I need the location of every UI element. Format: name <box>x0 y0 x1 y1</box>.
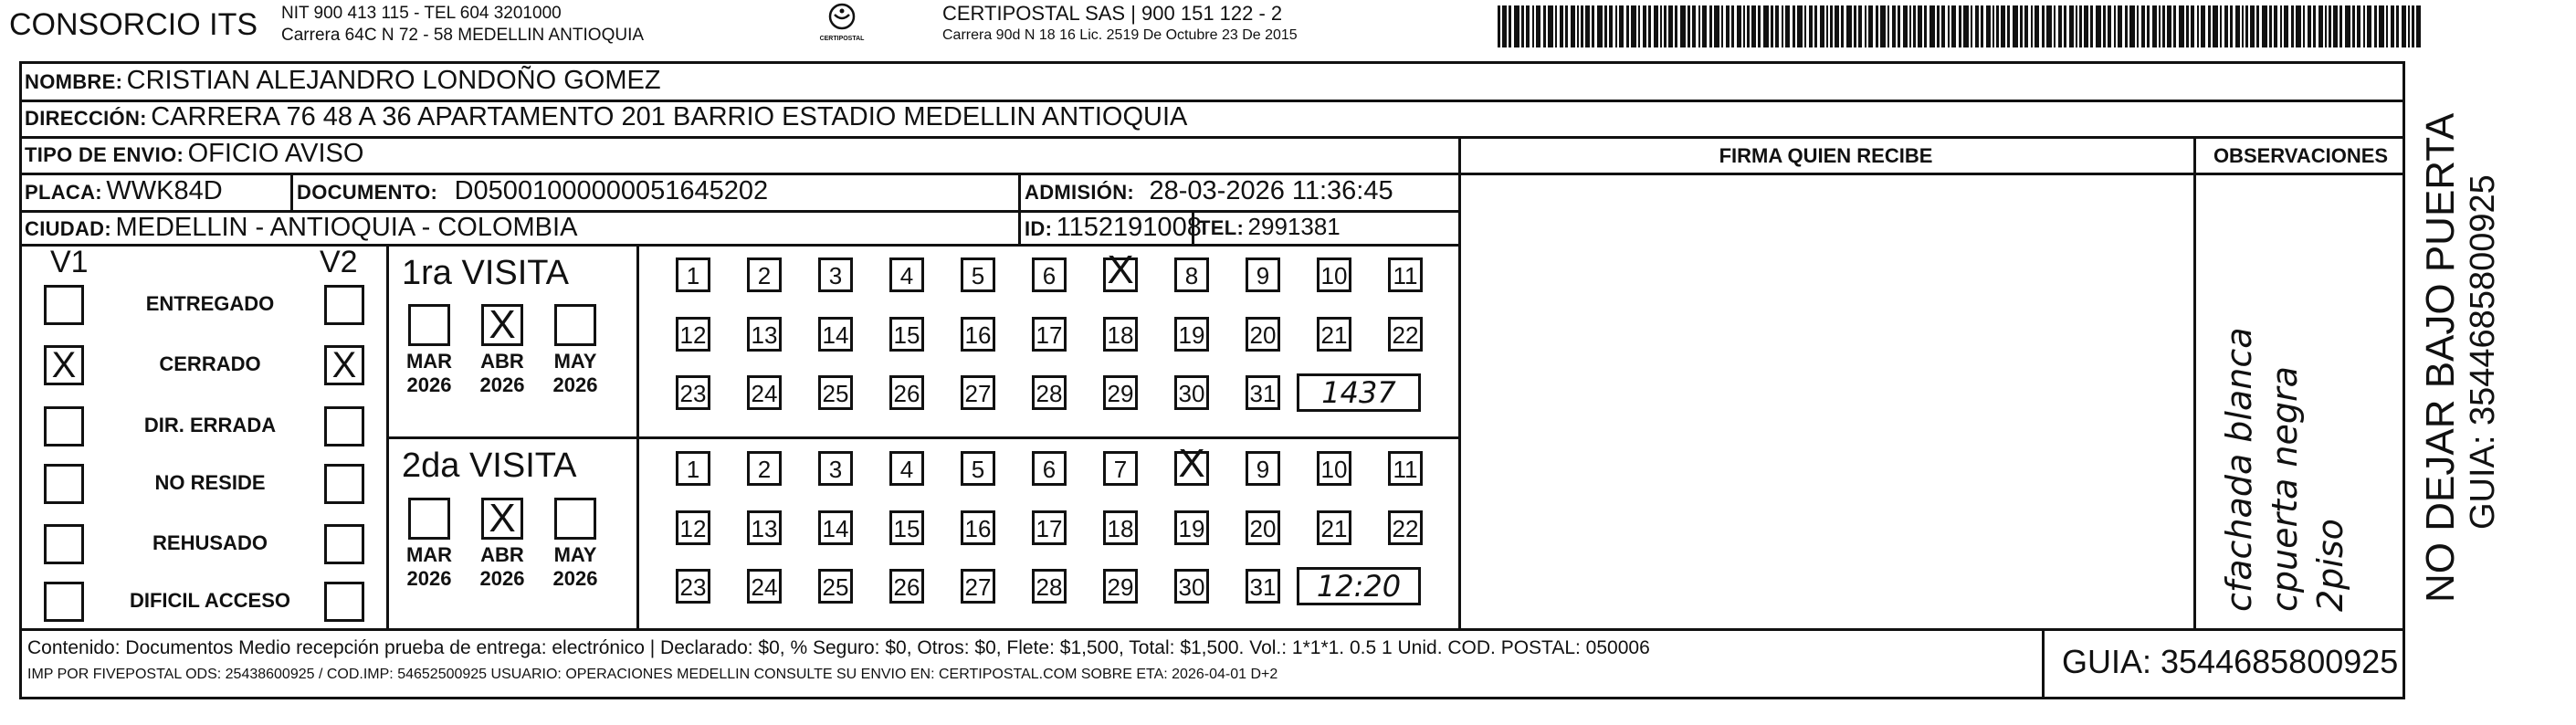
first-visit-day-box[interactable]: 11 <box>1388 257 1423 292</box>
second-visit-month-checkbox[interactable] <box>554 498 596 540</box>
first-visit-day-box[interactable]: 13 <box>747 317 782 352</box>
v2-checkbox[interactable] <box>324 582 364 622</box>
second-visit-day-box[interactable]: 13 <box>747 510 782 545</box>
first-visit-day-box[interactable]: 3 <box>818 257 853 292</box>
second-visit-day-box[interactable]: 29 <box>1103 569 1138 604</box>
second-visit-title: 2da VISITA <box>402 447 577 485</box>
v2-mark: X <box>331 345 357 385</box>
first-visit-month-checkbox[interactable] <box>408 304 450 346</box>
first-visit-day-box[interactable]: 4 <box>889 257 924 292</box>
second-visit-day-box[interactable]: 23 <box>676 569 710 604</box>
first-visit-year-label: 2026 <box>552 373 598 396</box>
second-visit-month-mark: X <box>489 496 516 541</box>
first-visit-day-box[interactable]: 24 <box>747 375 782 410</box>
footer-contenido: Contenido: Documentos Medio recepción prueba de entrega: electrónico | Declarado: $0, % Seguro: $0, Otros: $0, Flete: $1,500, Total: $1,500. Vol.: 1*1*1. 0.5 1 Unid. COD. POSTAL: 050006 <box>27 637 1650 658</box>
second-visit-time-box[interactable]: 12:20 <box>1297 567 1421 605</box>
first-visit-time-box[interactable]: 1437 <box>1297 373 1421 412</box>
v2-checkbox[interactable] <box>324 345 364 385</box>
v1-checkbox[interactable] <box>44 582 84 622</box>
second-visit-day-box[interactable]: 25 <box>818 569 853 604</box>
obs-line-1: cfachada blanca <box>2219 327 2259 612</box>
second-visit-day-box[interactable] <box>1174 441 1209 486</box>
v1-header: V1 <box>50 245 89 279</box>
status-label: CERRADO <box>159 352 261 375</box>
documento-label: DOCUMENTO: <box>297 181 438 204</box>
status-label: NO RESIDE <box>154 471 266 494</box>
certipostal-info-1: CERTIPOSTAL SAS | 900 151 122 - 2 <box>942 2 1283 25</box>
second-visit-day-box[interactable]: 3 <box>818 451 853 486</box>
v1-mark: X <box>51 345 77 385</box>
first-visit-day-box[interactable]: 9 <box>1246 257 1280 292</box>
status-label: REHUSADO <box>152 531 268 554</box>
second-visit-day-box[interactable]: 6 <box>1032 451 1067 486</box>
first-visit-month-mark: X <box>489 302 516 347</box>
documento-field <box>297 176 768 206</box>
second-visit-day-box[interactable]: 11 <box>1388 451 1423 486</box>
first-visit-day-box[interactable]: 1 <box>676 257 710 292</box>
first-visit-day-box[interactable]: 20 <box>1246 317 1280 352</box>
documento-value: D05001000000051645202 <box>454 176 769 205</box>
certipostal-info-2: Carrera 90d N 18 16 Lic. 2519 De Octubre 23 De 2015 <box>942 27 1298 43</box>
obs-line-3: 2piso <box>2310 519 2350 612</box>
second-visit-day-box[interactable]: 19 <box>1174 510 1209 545</box>
second-visit-month-label: MAY <box>553 543 597 566</box>
footer-imp: IMP POR FIVEPOSTAL ODS: 25438600925 / COD.IMP: 54652500925 USUARIO: OPERACIONES MEDELLIN CONSULTE SU ENVIO EN: CERTIPOSTAL.COM SOBRE ETA: 2026-04-01 D+2 <box>27 667 1278 682</box>
first-visit-title: 1ra VISITA <box>402 254 570 292</box>
ciudad-field <box>25 213 577 243</box>
barcode <box>1498 5 2429 47</box>
v2-checkbox[interactable] <box>324 524 364 564</box>
id-label: ID: <box>1025 217 1053 240</box>
admision-field <box>1025 176 1393 206</box>
second-visit-day-box[interactable]: 9 <box>1246 451 1280 486</box>
first-visit-day-box[interactable]: 25 <box>818 375 853 410</box>
first-visit-day-box[interactable]: 29 <box>1103 375 1138 410</box>
first-visit-day-box[interactable]: 18 <box>1103 317 1138 352</box>
direccion-field <box>25 102 1187 132</box>
second-visit-year-label: 2026 <box>479 567 525 590</box>
second-visit-month-checkbox[interactable] <box>481 498 523 540</box>
second-visit-day-box[interactable]: 18 <box>1103 510 1138 545</box>
second-visit-day-box[interactable]: 1 <box>676 451 710 486</box>
second-visit-day-box[interactable]: 15 <box>889 510 924 545</box>
observaciones-notes <box>2201 183 2402 625</box>
observaciones-header: OBSERVACIONES <box>2213 144 2389 167</box>
tipo-envio-value: OFICIO AVISO <box>187 139 364 168</box>
first-visit-day-box[interactable]: 8 <box>1174 257 1209 292</box>
first-visit-day-box[interactable]: 19 <box>1174 317 1209 352</box>
v1-checkbox[interactable] <box>44 524 84 564</box>
first-visit-month-label: ABR <box>480 350 524 373</box>
first-visit-day-box[interactable]: 14 <box>818 317 853 352</box>
placa-field <box>25 176 223 206</box>
first-visit-day-box[interactable]: 27 <box>961 375 995 410</box>
firma-header: FIRMA QUIEN RECIBE <box>1719 144 1933 167</box>
id-field <box>1025 213 1202 243</box>
first-visit-day-box[interactable]: 22 <box>1388 317 1423 352</box>
status-label: DIR. ERRADA <box>143 414 277 436</box>
first-visit-month-checkbox[interactable] <box>554 304 596 346</box>
second-visit-month-label: ABR <box>480 543 524 566</box>
tel-field <box>1198 213 1341 241</box>
direccion-value: CARRERA 76 48 A 36 APARTAMENTO 201 BARRIO ESTADIO MEDELLIN ANTIOQUIA <box>151 102 1188 131</box>
second-visit-day-box[interactable]: 10 <box>1317 451 1351 486</box>
placa-label: PLACA: <box>25 181 102 204</box>
second-visit-day-box[interactable]: 21 <box>1317 510 1351 545</box>
second-visit-day-box[interactable]: 2 <box>747 451 782 486</box>
placa-value: WWK84D <box>106 176 223 205</box>
logo-text: CERTIPOSTAL <box>819 36 865 42</box>
v2-header: V2 <box>320 245 358 279</box>
second-visit-day-box[interactable]: 20 <box>1246 510 1280 545</box>
second-visit-day-box[interactable]: 4 <box>889 451 924 486</box>
v1-checkbox[interactable] <box>44 345 84 385</box>
first-visit-day-box[interactable]: 12 <box>676 317 710 352</box>
first-visit-day-box[interactable]: 21 <box>1317 317 1351 352</box>
first-visit-day-box[interactable]: 17 <box>1032 317 1067 352</box>
second-visit-day-box[interactable]: 12 <box>676 510 710 545</box>
first-visit-day-box[interactable]: 23 <box>676 375 710 410</box>
v2-checkbox[interactable] <box>324 285 364 325</box>
first-visit-day-box[interactable]: 28 <box>1032 375 1067 410</box>
second-visit-day-box[interactable]: 22 <box>1388 510 1423 545</box>
admision-label: ADMISIÓN: <box>1025 181 1135 204</box>
first-visit-day-box[interactable]: 26 <box>889 375 924 410</box>
second-visit-day-box[interactable]: 30 <box>1174 569 1209 604</box>
ciudad-value: MEDELLIN - ANTIOQUIA - COLOMBIA <box>115 213 578 242</box>
second-visit-day-box[interactable]: 5 <box>961 451 995 486</box>
first-visit-month-label: MAR <box>405 350 453 373</box>
tipo-envio-field <box>25 139 363 169</box>
second-visit-month-label: MAR <box>405 543 453 566</box>
status-label: ENTREGADO <box>145 292 275 315</box>
second-visit-day-box[interactable]: 17 <box>1032 510 1067 545</box>
first-visit-month-label: MAY <box>553 350 597 373</box>
side-guia: GUIA: 3544685800925 <box>2464 174 2502 530</box>
company-info-1: NIT 900 413 115 - TEL 604 3201000 <box>281 4 562 23</box>
nombre-value: CRISTIAN ALEJANDRO LONDOÑO GOMEZ <box>126 66 661 95</box>
second-visit-day-box[interactable]: 7 <box>1103 451 1138 486</box>
company-info-2: Carrera 64C N 72 - 58 MEDELLIN ANTIOQUIA <box>281 26 645 45</box>
first-visit-day-box[interactable]: 30 <box>1174 375 1209 410</box>
certipostal-logo <box>815 2 869 47</box>
first-visit-day-box[interactable]: 2 <box>747 257 782 292</box>
first-visit-month-checkbox[interactable] <box>481 304 523 346</box>
nombre-label: NOMBRE: <box>25 70 123 93</box>
v1-checkbox[interactable] <box>44 285 84 325</box>
nombre-field <box>25 66 661 96</box>
obs-line-2: cpuerta negra <box>2265 366 2305 612</box>
second-visit-day-box[interactable]: 28 <box>1032 569 1067 604</box>
first-visit-day-box[interactable]: 15 <box>889 317 924 352</box>
status-label: DIFICIL ACCESO <box>129 589 290 612</box>
tipo-envio-label: TIPO DE ENVIO: <box>25 143 184 166</box>
second-visit-day-mark: X <box>1178 441 1205 486</box>
company-name: CONSORCIO ITS <box>9 7 258 42</box>
direccion-label: DIRECCIÓN: <box>25 107 147 130</box>
first-visit-day-box[interactable] <box>1103 247 1138 292</box>
second-visit-month-checkbox[interactable] <box>408 498 450 540</box>
first-visit-day-box[interactable]: 10 <box>1317 257 1351 292</box>
v1-checkbox[interactable] <box>44 464 84 504</box>
side-warning: NO DEJAR BAJO PUERTA <box>2418 112 2463 603</box>
second-visit-day-box[interactable]: 24 <box>747 569 782 604</box>
certipostal-logo-icon <box>824 2 860 31</box>
ciudad-label: CIUDAD: <box>25 217 111 240</box>
second-visit-day-box[interactable]: 26 <box>889 569 924 604</box>
v1-checkbox[interactable] <box>44 406 84 447</box>
v2-checkbox[interactable] <box>324 406 364 447</box>
footer-guia: GUIA: 3544685800925 <box>2062 643 2399 680</box>
admision-value: 28-03-2026 11:36:45 <box>1149 176 1393 205</box>
second-visit-day-box[interactable]: 27 <box>961 569 995 604</box>
tel-label: TEL: <box>1198 216 1245 239</box>
second-visit-day-box[interactable]: 16 <box>961 510 995 545</box>
second-visit-day-box[interactable]: 14 <box>818 510 853 545</box>
second-visit-year-label: 2026 <box>406 567 452 590</box>
second-visit-day-box[interactable]: 31 <box>1246 569 1280 604</box>
first-visit-day-box[interactable]: 16 <box>961 317 995 352</box>
first-visit-year-label: 2026 <box>406 373 452 396</box>
first-visit-day-box[interactable]: 5 <box>961 257 995 292</box>
first-visit-day-mark: X <box>1107 247 1134 292</box>
second-visit-year-label: 2026 <box>552 567 598 590</box>
first-visit-day-box[interactable]: 31 <box>1246 375 1280 410</box>
first-visit-day-box[interactable]: 6 <box>1032 257 1067 292</box>
tel-value: 2991381 <box>1247 213 1341 240</box>
v2-checkbox[interactable] <box>324 464 364 504</box>
id-value: 1152191008 <box>1056 213 1202 242</box>
first-visit-year-label: 2026 <box>479 373 525 396</box>
